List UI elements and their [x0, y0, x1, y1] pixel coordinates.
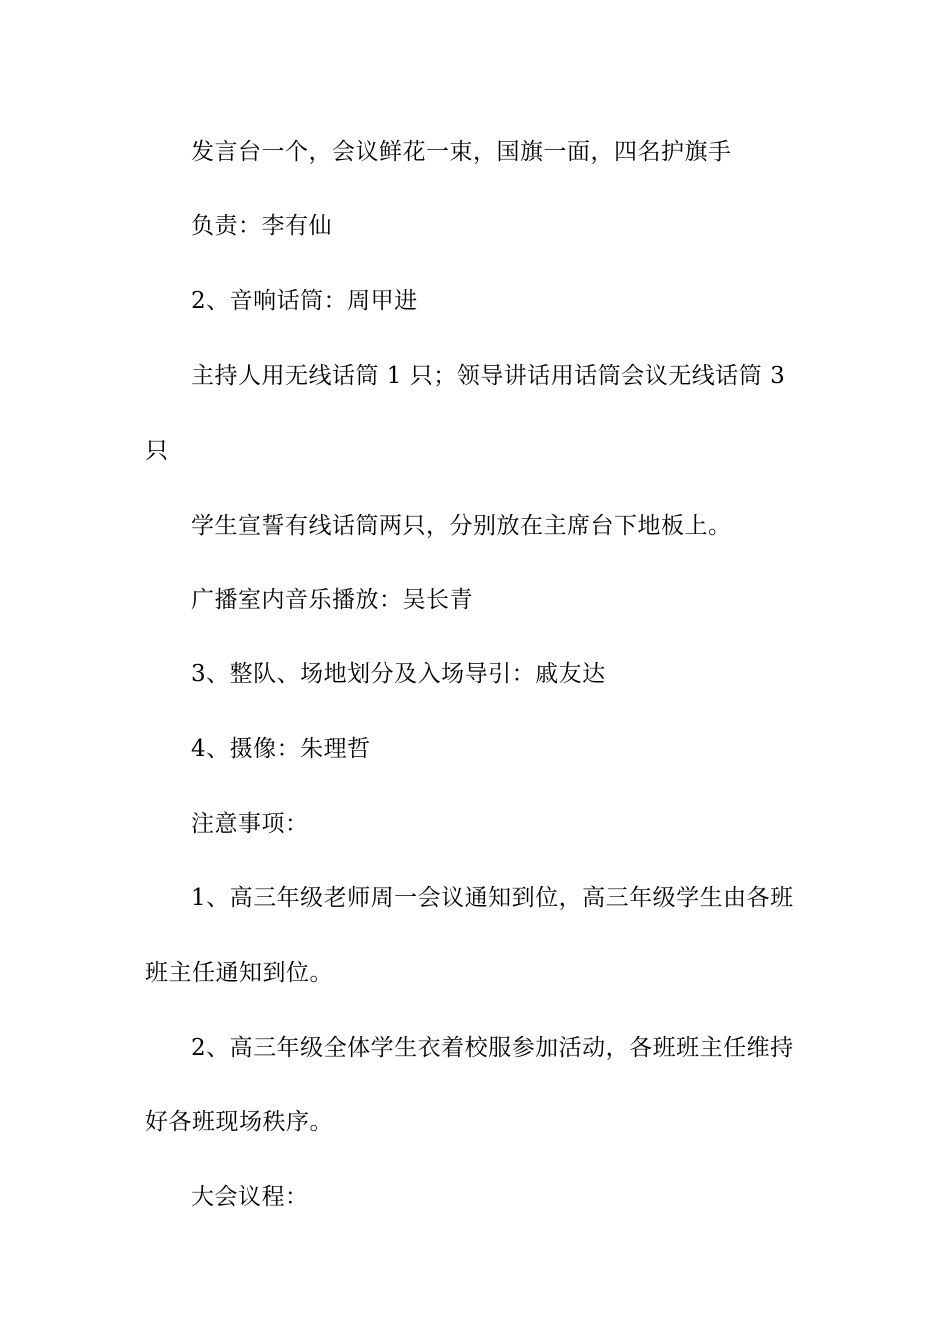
- paragraph-line: 学生宣誓有线话筒两只，分别放在主席台下地板上。: [191, 513, 732, 539]
- paragraph-line: 广播室内音乐播放：吴长青: [191, 587, 473, 613]
- paragraph-line: 3、整队、场地划分及入场导引：戚友达: [191, 661, 606, 687]
- paragraph-line: 1、高三年级老师周一会议通知到位，高三年级学生由各班: [191, 885, 794, 911]
- paragraph-line: 2、高三年级全体学生衣着校服参加活动，各班班主任维持: [191, 1035, 794, 1061]
- paragraph-line: 2、音响话筒：周甲进: [191, 288, 418, 314]
- paragraph-line: 4、摄像：朱理哲: [191, 736, 371, 762]
- paragraph-line: 主持人用无线话筒 1 只；领导讲话用话筒会议无线话筒 3: [191, 363, 786, 389]
- section-heading: 注意事项：: [191, 811, 309, 837]
- paragraph-line: 班主任通知到位。: [145, 960, 333, 986]
- paragraph-line: 好各班现场秩序。: [145, 1109, 333, 1135]
- paragraph-line: 发言台一个，会议鲜花一束，国旗一面，四名护旗手: [191, 139, 732, 165]
- section-heading: 大会议程：: [191, 1184, 309, 1210]
- paragraph-line: 只: [145, 438, 169, 464]
- paragraph-line: 负责：李有仙: [191, 213, 332, 239]
